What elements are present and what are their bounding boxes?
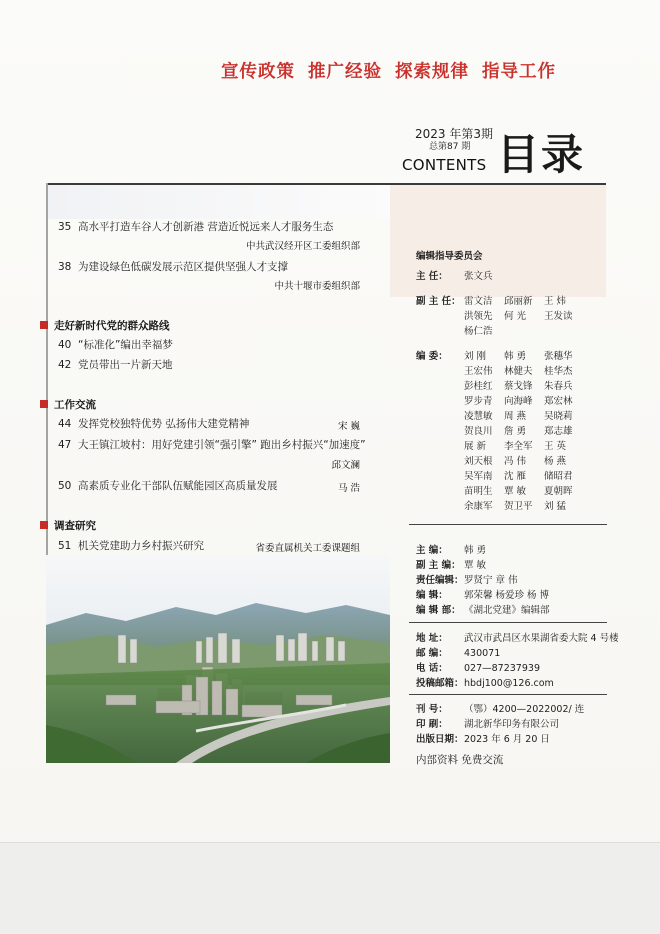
contents-label: CONTENTS	[402, 156, 487, 174]
committee-member-row: 王宏伟 林健夫 桂华杰	[464, 366, 573, 377]
committee-member-row: 编 委： 刘 刚 韩 勇 张穗华	[416, 351, 573, 362]
toc-title: 为建设绿色低碳发展示范区提供坚强人才支撑	[78, 261, 288, 273]
section-heading: 走好新时代党的群众路线	[40, 318, 170, 333]
toc-header-band	[46, 183, 390, 219]
committee-member-row: 余康军 贺卫平 刘 猛	[464, 501, 567, 512]
committee-deputy-row: 副 主 任： 雷文洁 邱丽新 王 炜	[416, 296, 567, 307]
issue-number: 2023 年第3期	[415, 127, 493, 141]
toc-title: 高素质专业化干部队伍赋能园区高质量发展	[78, 480, 278, 492]
toc-title: 大王镇江坡村：用好党建引领“强引擎” 跑出乡村振兴“加速度”	[78, 439, 366, 451]
toc-item[interactable]	[58, 259, 368, 274]
footer-note: 内部资料 免费交流	[416, 754, 504, 766]
publish-row: 出版日期：2023 年 6 月 20 日	[416, 734, 550, 745]
toc-page-number: 38	[58, 261, 72, 273]
committee-member-row: 彭桂红 蔡戈锋 朱春兵	[464, 381, 573, 392]
submission-email-link[interactable]: hbdj100@126.com	[464, 678, 554, 689]
toc-page-number: 51	[58, 540, 72, 552]
committee-director: 主 任： 张文兵	[416, 271, 493, 282]
toc-title: 发挥党校独特优势 弘扬伟大建党精神	[78, 418, 250, 430]
toc-title: 机关党建助力乡村振兴研究	[78, 540, 204, 552]
toc-page-number: 40	[58, 339, 72, 351]
committee-deputy-row: 杨仁浩	[464, 326, 493, 337]
slogan-item: 指导工作	[482, 62, 556, 82]
divider	[409, 622, 607, 623]
section-marker-icon	[40, 400, 48, 408]
slogan-item: 宣传政策	[221, 62, 295, 82]
section-heading: 调查研究	[40, 518, 96, 533]
editor-row: 责任编辑：罗贤宁 章 伟	[416, 575, 518, 586]
toc-item[interactable]	[58, 219, 368, 234]
editor-row: 编 辑： 郭荣馨 杨爱珍 杨 博	[416, 590, 550, 601]
toc-page-number: 35	[58, 221, 72, 233]
toc-item[interactable]	[58, 337, 368, 352]
toc-page-number: 50	[58, 480, 72, 492]
city-photo	[46, 555, 390, 763]
slogan-item: 探索规律	[395, 62, 469, 82]
contact-row: 电 话： 027—87237939	[416, 663, 540, 674]
committee-member-row: 贺良川 詹 勇 郑志雄	[464, 426, 573, 437]
committee-member-row: 罗步青 向海峰 郑宏林	[464, 396, 573, 407]
editor-row: 编 辑 部： 《湖北党建》编辑部	[416, 605, 550, 616]
publish-row: 刊 号： （鄂）4200—2022002/ 连	[416, 704, 585, 715]
toc-page-number: 42	[58, 359, 72, 371]
toc-page-number: 44	[58, 418, 72, 430]
committee-deputy-row: 洪领先 何 光 王发读	[464, 311, 573, 322]
section-heading: 工作交流	[40, 397, 96, 412]
divider	[409, 694, 607, 695]
toc-author: 邱文澜	[331, 460, 360, 471]
committee-member-row: 苗明生 覃 敏 夏朝晖	[464, 486, 573, 497]
toc-title: 党员带出一片新天地	[78, 359, 173, 371]
top-rule	[46, 183, 606, 185]
page-bottom-edge	[0, 842, 660, 934]
section-marker-icon	[40, 321, 48, 329]
toc-author: 宋 巍	[337, 421, 360, 432]
page-title: 目录	[497, 130, 586, 179]
total-issue-number: 总第87 期	[429, 142, 471, 152]
committee-member-row: 展 新 李全军 王 英	[464, 441, 567, 452]
committee-member-row: 吴军南 沈 雁 储昭君	[464, 471, 573, 482]
toc-page-number: 47	[58, 439, 72, 451]
editor-row: 主 编： 韩 勇	[416, 545, 487, 556]
slogan-item: 推广经验	[308, 62, 382, 82]
contact-row: 地 址： 武汉市武昌区水果湖省委大院 4 号楼	[416, 633, 619, 644]
contact-row: 邮 编： 430071	[416, 648, 501, 659]
toc-author: 中共十堰市委组织部	[274, 281, 360, 292]
toc-item[interactable]	[58, 437, 368, 452]
toc-title: 高水平打造车谷人才创新港 营造近悦远来人才服务生态	[78, 221, 334, 233]
toc-item[interactable]	[58, 357, 368, 372]
toc-author: 省委直属机关工委课题组	[255, 543, 360, 554]
toc-author: 中共武汉经开区工委组织部	[245, 241, 360, 252]
contact-row[interactable]: 投稿邮箱：hbdj100@126.com	[416, 678, 554, 689]
divider	[409, 524, 607, 525]
slogan	[221, 58, 591, 83]
committee-member-row: 刘天根 冯 伟 杨 燕	[464, 456, 567, 467]
toc-title: “标准化”编出幸福梦	[78, 339, 173, 351]
committee-member-row: 凌慧敏 周 燕 吴晓莉	[464, 411, 573, 422]
publish-row: 印 刷： 湖北新华印务有限公司	[416, 719, 560, 730]
editor-row: 副 主 编： 覃 敏	[416, 560, 487, 571]
committee-title: 编辑指导委员会	[416, 251, 483, 262]
toc-author: 马 浩	[337, 483, 360, 494]
section-marker-icon	[40, 521, 48, 529]
